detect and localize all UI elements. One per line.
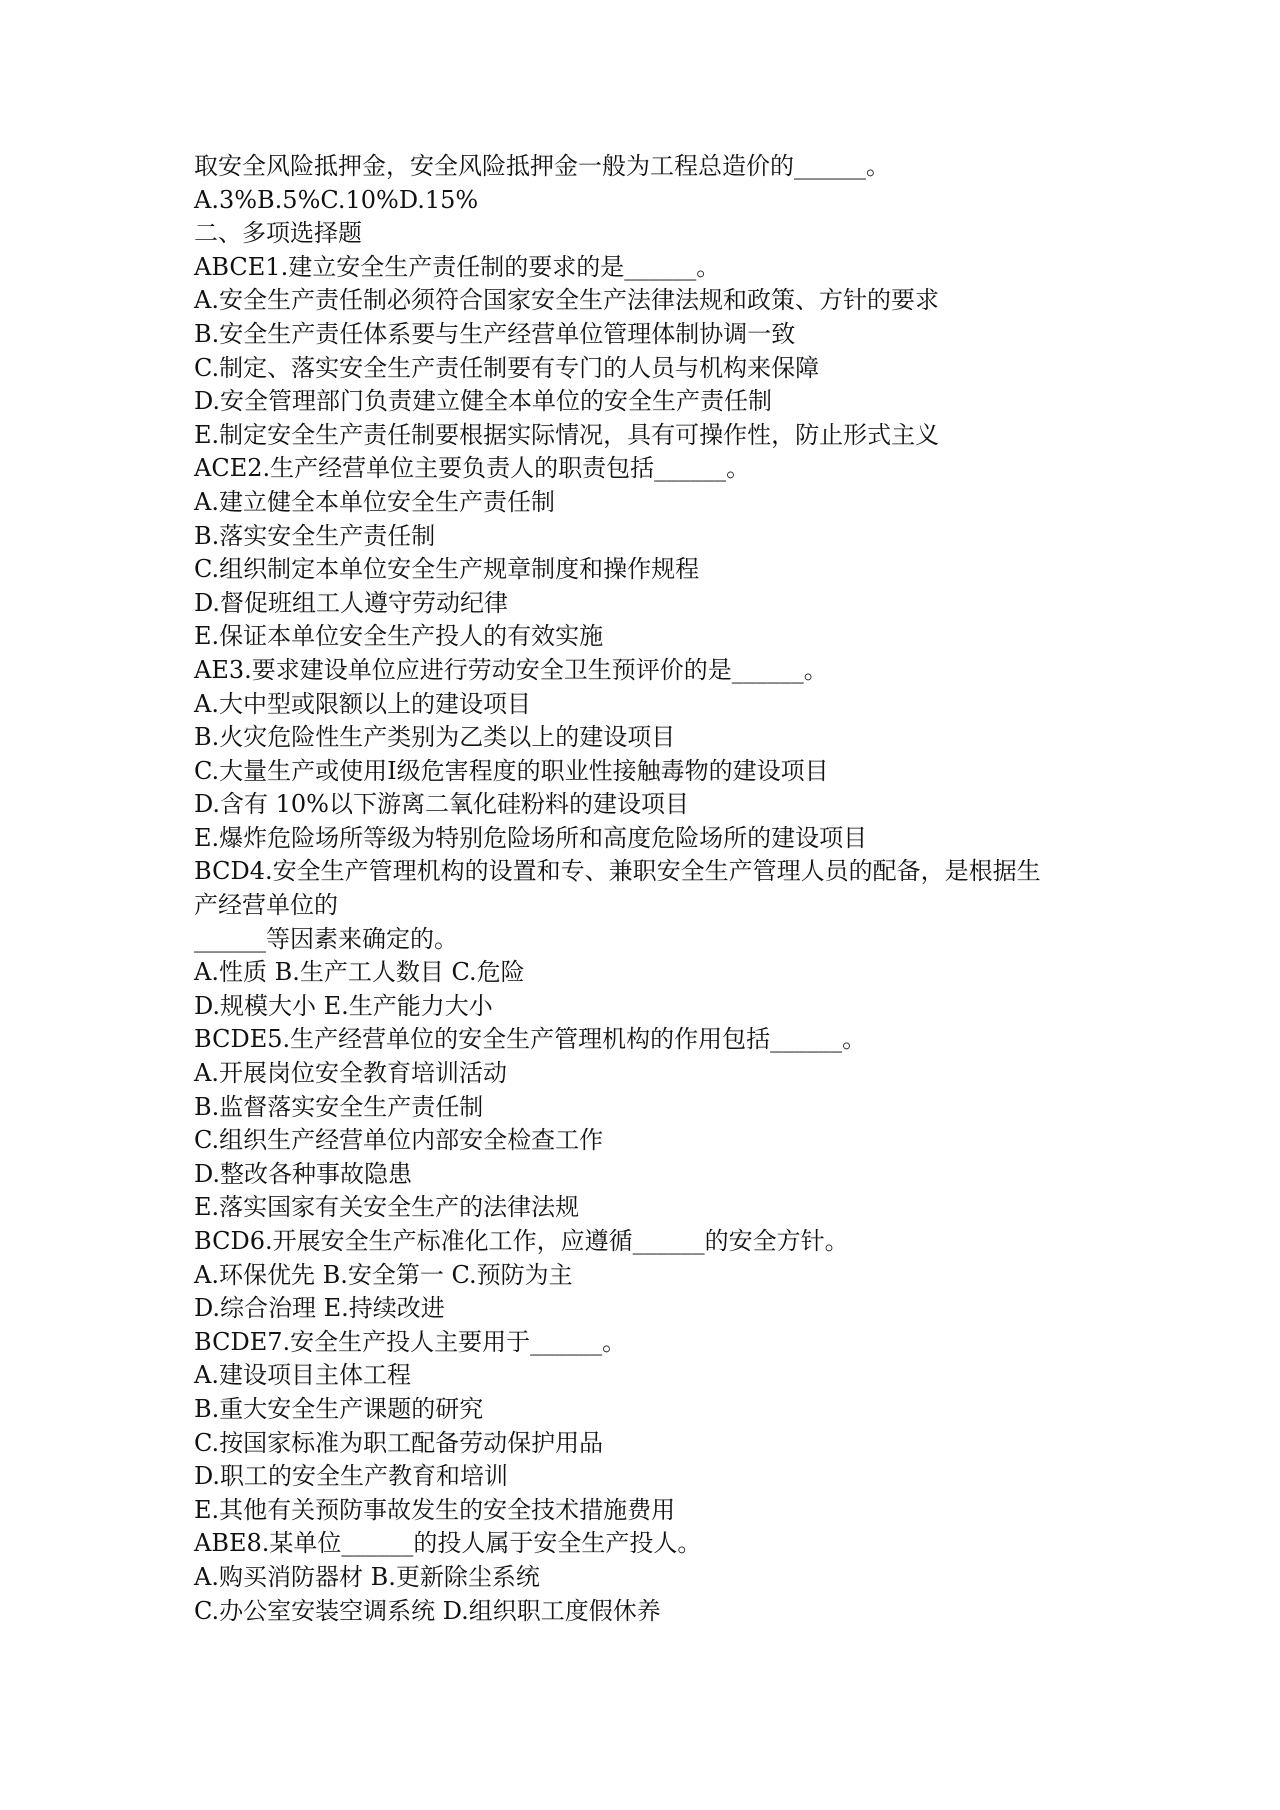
- option-line: A.性质 B.生产工人数目 C.危险: [194, 958, 525, 987]
- question-line: BCD6.开展安全生产标准化工作，应遵循______的安全方针。: [194, 1227, 849, 1255]
- option-line: A.环保优先 B.安全第一 C.预防为主: [194, 1260, 573, 1289]
- option-line: E.其他有关预防事故发生的安全技术措施费用: [194, 1495, 676, 1524]
- document-page: [194, 150, 1094, 1628]
- text-line: 取安全风险抵押金，安全风险抵押金一般为工程总造价的______。: [194, 152, 890, 180]
- option-line: E.落实国家有关安全生产的法律法规: [194, 1193, 580, 1222]
- option-line: E.保证本单位安全生产投人的有效实施: [194, 622, 604, 651]
- option-line: B.重大安全生产课题的研究: [194, 1394, 484, 1423]
- option-line: B.安全生产责任体系要与生产经营单位管理体制协调一致: [194, 319, 796, 348]
- option-line: D.整改各种事故隐患: [194, 1159, 413, 1188]
- question-line: BCD4.安全生产管理机构的设置和专、兼职安全生产管理人员的配备，是根据生: [194, 857, 1041, 886]
- option-line: C.组织生产经营单位内部安全检查工作: [194, 1126, 604, 1155]
- question-line: 产经营单位的: [194, 891, 338, 920]
- option-line: A.开展岗位安全教育培训活动: [194, 1059, 507, 1088]
- option-line: D.安全管理部门负责建立健全本单位的安全生产责任制: [194, 387, 773, 416]
- option-line: E.制定安全生产责任制要根据实际情况，具有可操作性，防止形式主义: [194, 420, 940, 449]
- option-line: D.综合治理 E.持续改进: [194, 1294, 445, 1323]
- option-line: D.规模大小 E.生产能力大小: [194, 991, 493, 1020]
- option-line: A.购买消防器材 B.更新除尘系统: [194, 1562, 540, 1591]
- option-line: A.建设项目主体工程: [194, 1361, 411, 1390]
- question-line: ABE8.某单位______的投人属于安全生产投人。: [194, 1529, 702, 1558]
- option-line: C.制定、落实安全生产责任制要有专门的人员与机构来保障: [194, 353, 820, 382]
- option-line: D.含有 10%以下游离二氧化硅粉料的建设项目: [194, 790, 689, 819]
- option-line: C.组织制定本单位安全生产规章制度和操作规程: [194, 555, 700, 584]
- option-line: A.安全生产责任制必须符合国家安全生产法律法规和政策、方针的要求: [194, 286, 939, 315]
- option-line: B.火灾危险性生产类别为乙类以上的建设项目: [194, 723, 676, 752]
- question-line: ACE2.生产经营单位主要负责人的职责包括______。: [194, 454, 751, 483]
- question-line: AE3.要求建设单位应进行劳动安全卫生预评价的是______。: [194, 655, 828, 684]
- option-line: E.爆炸危险场所等级为特别危险场所和高度危险场所的建设项目: [194, 823, 868, 852]
- option-line: D.督促班组工人遵守劳动纪律: [194, 588, 509, 617]
- question-line: ABCE1.建立安全生产责任制的要求的是______。: [194, 252, 721, 281]
- option-line: A.大中型或限额以上的建设项目: [194, 689, 531, 718]
- section-heading: 二、多项选择题: [194, 219, 362, 248]
- question-line: BCDE5.生产经营单位的安全生产管理机构的作用包括______。: [194, 1025, 867, 1054]
- option-line: D.职工的安全生产教育和培训: [194, 1462, 509, 1491]
- option-line: A.建立健全本单位安全生产责任制: [194, 487, 555, 516]
- option-line: C.大量生产或使用Ⅰ级危害程度的职业性接触毒物的建设项目: [194, 756, 829, 785]
- option-line: C.办公室安装空调系统 D.组织职工度假休养: [194, 1596, 661, 1625]
- option-line: B.监督落实安全生产责任制: [194, 1092, 484, 1121]
- option-line: A.3%B.5%C.10%D.15%: [194, 185, 479, 214]
- question-line: BCDE7.安全生产投人主要用于______。: [194, 1327, 627, 1356]
- question-line: ______等因素来确定的。: [194, 924, 458, 953]
- option-line: C.按国家标准为职工配备劳动保护用品: [194, 1428, 604, 1457]
- option-line: B.落实安全生产责任制: [194, 521, 436, 550]
